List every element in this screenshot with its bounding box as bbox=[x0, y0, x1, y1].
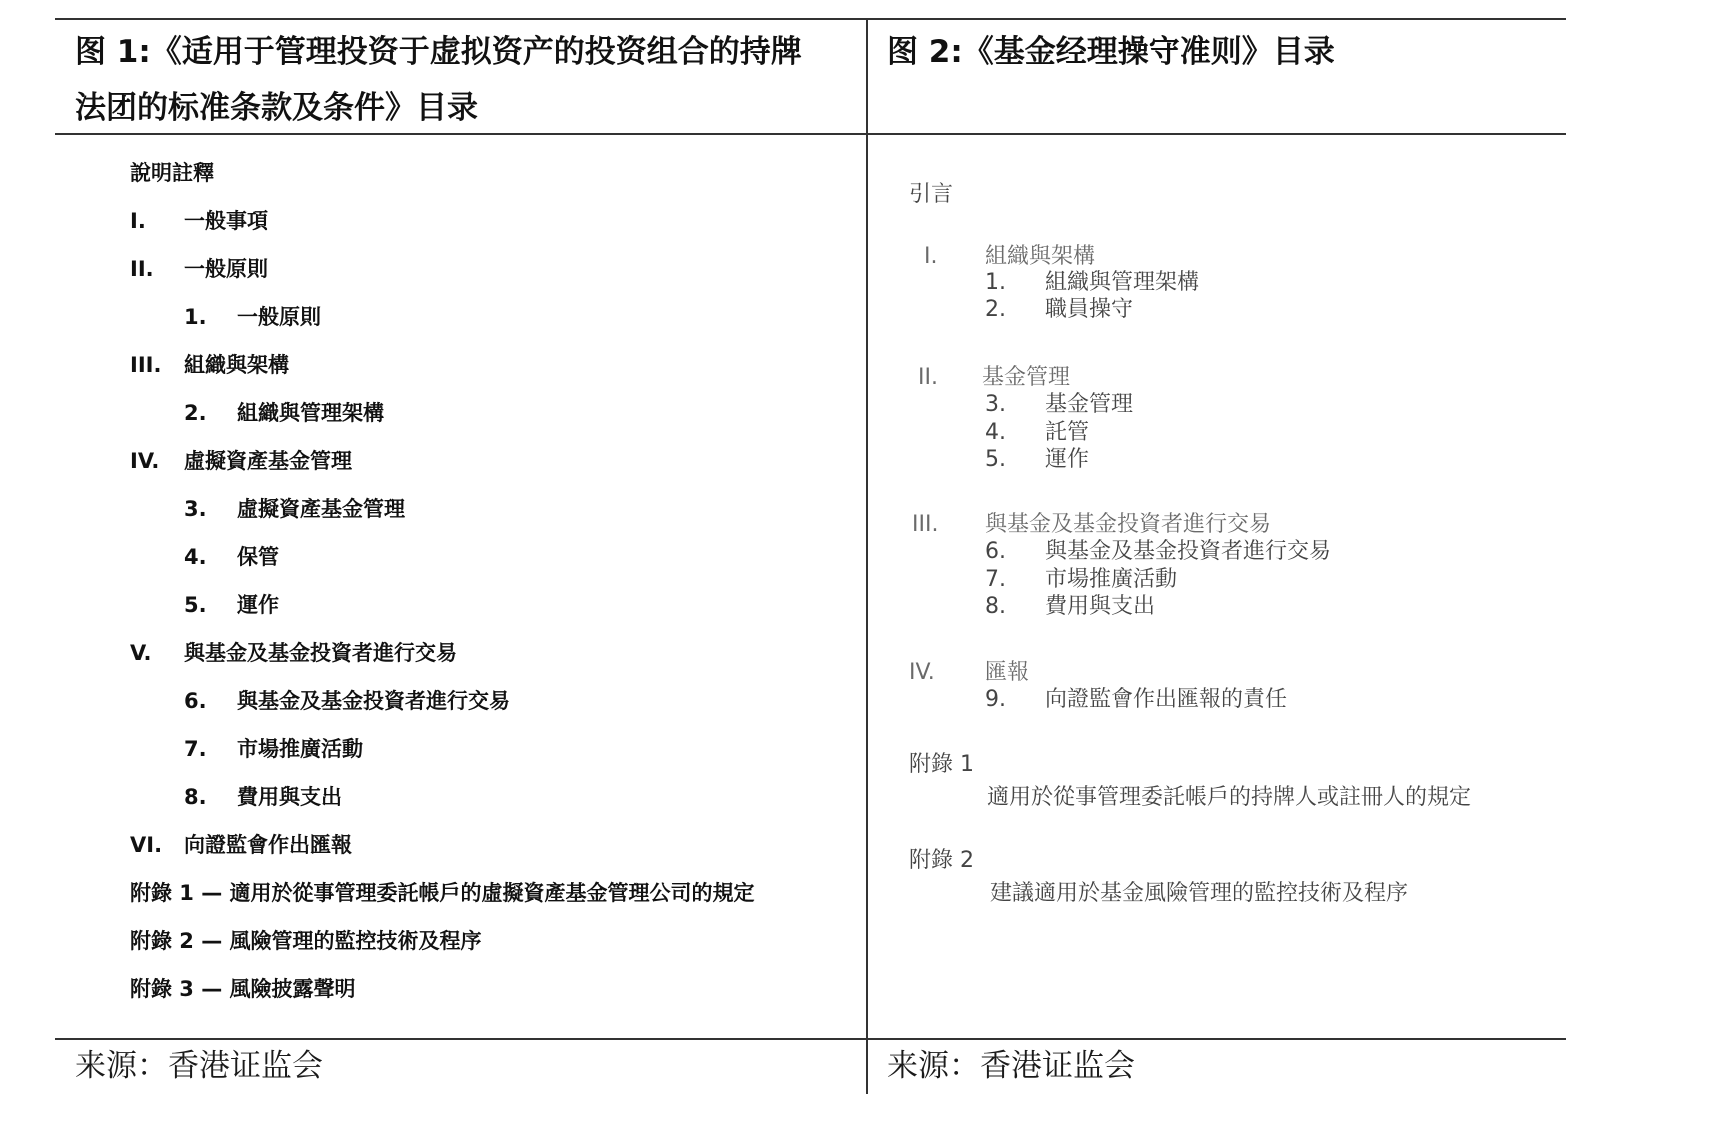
figure-1-title bbox=[75, 24, 860, 136]
body-bottom-rule bbox=[55, 1038, 1566, 1040]
column-divider bbox=[866, 18, 868, 1094]
figure-1-source: 来源：香港证监会 bbox=[75, 1048, 323, 1084]
figure-2-title-text: 图 2:《基金经理操守准则》目录 bbox=[887, 34, 1335, 70]
table-top-rule bbox=[55, 18, 1566, 20]
figure-1-title-line-2: 法团的标准条款及条件》目录 bbox=[75, 90, 478, 126]
figure-2-source: 来源：香港证监会 bbox=[887, 1048, 1135, 1084]
figure-1-title-line-1: 图 1:《适用于管理投资于虚拟资产的投资组合的持牌 bbox=[75, 34, 802, 70]
figure-2-title bbox=[887, 24, 1547, 80]
